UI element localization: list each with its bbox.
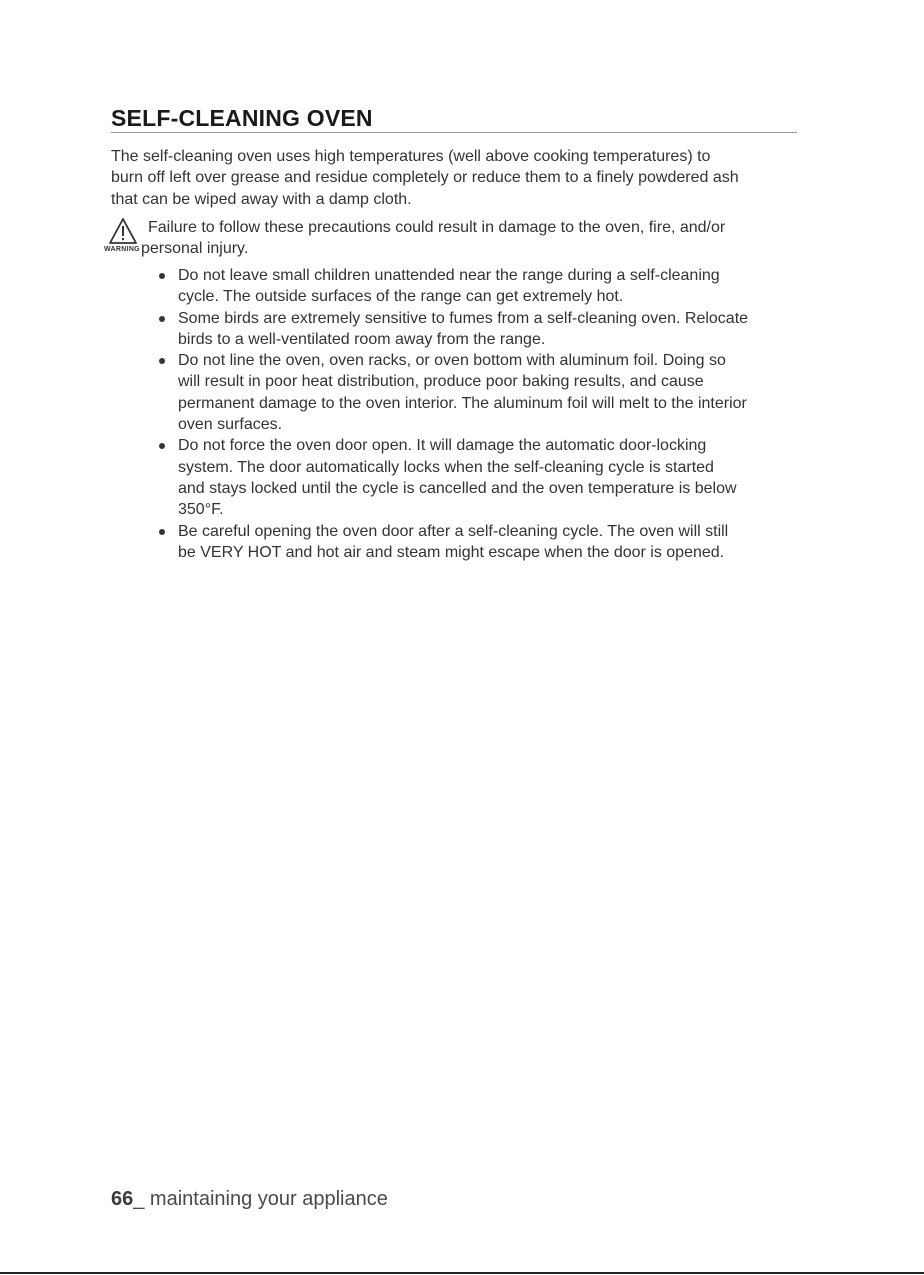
footer-separator: _	[133, 1188, 145, 1210]
intro-line: burn off left over grease and residue completely or reduce them to a finely powdered ash	[111, 169, 739, 187]
list-item	[159, 435, 809, 520]
bullet-icon	[159, 443, 165, 449]
list-item	[159, 308, 809, 351]
list-item	[159, 265, 809, 308]
list-item-line: 350°F.	[178, 501, 224, 519]
list-item-line: birds to a well-ventilated room away from the range.	[178, 330, 546, 348]
intro-line: that can be wiped away with a damp cloth.	[111, 190, 412, 208]
list-item-line: permanent damage to the oven interior. The aluminum foil will melt to the interior	[178, 394, 747, 412]
list-item-line: system. The door automatically locks when the self-cleaning cycle is started	[178, 458, 714, 476]
list-item-line: and stays locked until the cycle is cancelled and the oven temperature is below	[178, 479, 737, 497]
bullet-icon	[159, 358, 165, 364]
title-divider	[111, 132, 797, 133]
warning-text	[141, 217, 798, 260]
bullet-icon	[159, 529, 165, 535]
intro-paragraph	[111, 146, 801, 210]
intro-line: The self-cleaning oven uses high temperatures (well above cooking temperatures) to	[111, 148, 711, 165]
list-item-line: Do not leave small children unattended near the range during a self-cleaning	[178, 267, 720, 284]
list-item	[159, 350, 809, 435]
list-item-line: will result in poor heat distribution, produce poor baking results, and cause	[178, 373, 704, 391]
bullet-icon	[159, 273, 165, 279]
list-item-line: Do not force the oven door open. It will damage the automatic door-locking	[178, 437, 707, 455]
warning-line: Failure to follow these precautions could result in damage to the oven, fire, and/or	[148, 219, 726, 236]
list-item-line: cycle. The outside surfaces of the range can get extremely hot.	[178, 288, 624, 306]
warning-block	[104, 217, 804, 261]
list-item-line: Be careful opening the oven door after a self-cleaning cycle. The oven will still	[178, 522, 729, 540]
bottom-edge-rule	[0, 1272, 924, 1274]
list-item-line: be VERY HOT and hot air and steam might escape when the door is opened.	[178, 543, 725, 561]
warning-caption: WARNING	[104, 246, 140, 253]
bullet-icon	[159, 316, 165, 322]
list-item-line: Some birds are extremely sensitive to fumes from a self-cleaning oven. Relocate	[178, 309, 749, 327]
warning-triangle-icon	[108, 217, 138, 245]
page-footer	[111, 1186, 388, 1212]
page-number: 66	[111, 1188, 134, 1210]
list-item-line: oven surfaces.	[178, 416, 283, 434]
section-title: SELF-CLEANING OVEN	[111, 105, 373, 131]
warning-line: personal injury.	[141, 240, 249, 258]
list-item-line: Do not line the oven, oven racks, or oven bottom with aluminum foil. Doing so	[178, 352, 726, 370]
precautions-list	[159, 265, 809, 563]
list-item	[159, 521, 809, 564]
footer-chapter-label: maintaining your appliance	[144, 1188, 388, 1210]
